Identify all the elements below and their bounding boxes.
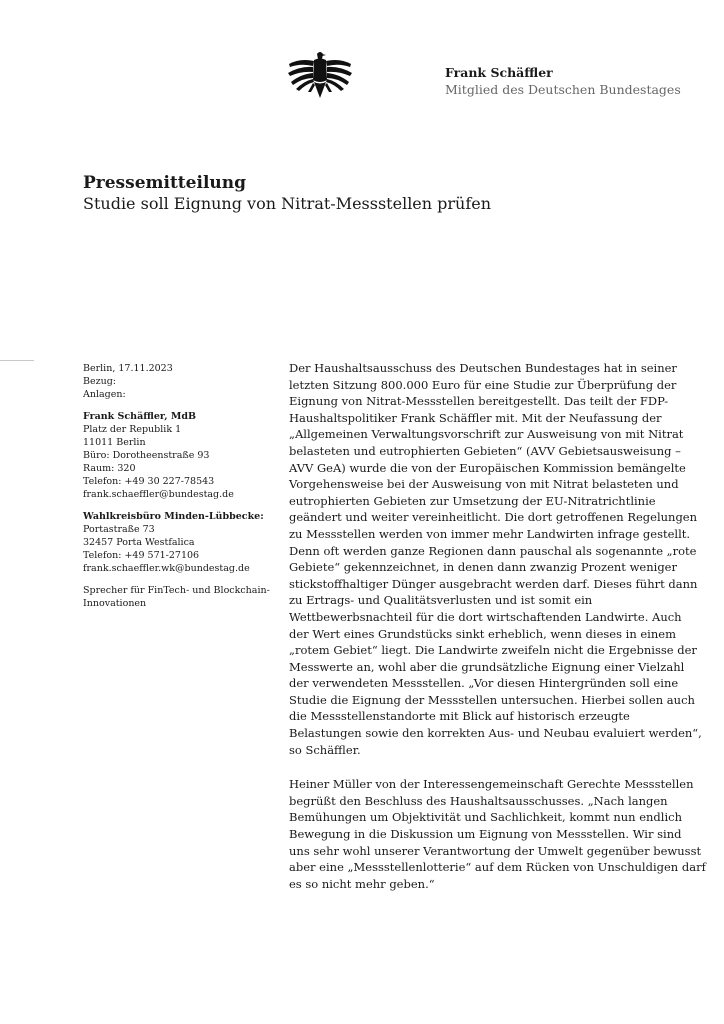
bezug-label: Bezug:: [83, 376, 117, 387]
author-block: [445, 64, 681, 98]
text-line: stickstoffhaltiger Dünger ausgebracht werden darf. Dieses führt dann: [289, 576, 698, 591]
text-line: zu Ertrags- und Qualitätsverlusten und ist somit ein: [289, 593, 593, 608]
text-line: Der Haushaltsausschuss des Deutschen Bundestages hat in seiner: [289, 361, 677, 375]
office-address-line: Platz der Republik 1: [83, 424, 182, 435]
text-line: geändert und weiter vereinheitlicht. Die dort getroffenen Regelungen: [289, 510, 698, 525]
text-line: der Wert eines Grundstücks sinkt erheblich, wenn dieses in einem: [289, 626, 676, 641]
wk-address-line: 32457 Porta Westfalica: [83, 537, 195, 548]
paragraph-2: [289, 776, 706, 892]
text-line: so Schäffler.: [289, 742, 361, 757]
speaker-role-line: Innovationen: [83, 598, 147, 609]
text-line: AVV GeA) wurde die von der Europäischen Kommission bemängelte: [289, 460, 686, 475]
fold-mark: [0, 360, 34, 361]
office-room: Raum: 320: [83, 463, 136, 474]
text-line: Heiner Müller von der Interessengemeinschaft Gerechte Messstellen: [289, 777, 694, 792]
paragraph-1: [289, 360, 702, 758]
sidebar-info: [83, 362, 270, 610]
text-line: Haushaltspolitiker Frank Schäffler mit. Mit der Neufassung der: [289, 410, 662, 425]
wk-email: frank.schaeffler.wk@bundestag.de: [83, 563, 250, 574]
text-line: Denn oft werden ganze Regionen dann pauschal als sogenannte „rote: [289, 543, 697, 558]
text-line: Gebiete“ gekennzeichnet, in denen dann zwanzig Prozent weniger: [289, 560, 677, 575]
anlagen-label: Anlagen:: [83, 389, 126, 400]
text-line: der verwendeten Messstellen. „Vor diesen Hintergründen soll eine: [289, 676, 679, 691]
office-email: frank.schaeffler@bundestag.de: [83, 489, 234, 500]
text-line: „Allgemeinen Verwaltungsvorschrift zur Ausweisung von mit Nitrat: [289, 427, 684, 442]
wk-address-line: Portastraße 73: [83, 524, 155, 535]
author-role: Mitglied des Deutschen Bundestages: [445, 82, 681, 97]
text-line: uns sehr wohl unserer Verantwortung der Umwelt gegenüber bewusst: [289, 843, 702, 858]
text-line: belasteten und eutrophierten Gebieten“ (AVV Gebietsausweisung –: [289, 443, 681, 458]
bundesadler-icon: [286, 50, 354, 100]
text-line: Bewegung in die Diskussion um Eignung von Messstellen. Wir sind: [289, 827, 682, 842]
text-line: zu Messstellen werden von immer mehr Landwirten infrage gestellt.: [289, 526, 691, 541]
text-line: Bemühungen um Objektivität und Sachlichkeit, kommt nun endlich: [289, 810, 682, 825]
text-line: die Messstellenstandorte mit Blick auf historisch erzeugte: [289, 709, 630, 724]
office-address-line: Büro: Dorotheenstraße 93: [83, 450, 210, 461]
text-line: Belastungen sowie den korrekten Aus- und Neubau evaluiert werden“,: [289, 726, 702, 741]
text-line: Studie die Eignung der Messstellen untersuchen. Hierbei sollen auch: [289, 692, 695, 707]
speaker-role-line: Sprecher für FinTech- und Blockchain-: [83, 585, 270, 596]
text-line: letzten Sitzung 800.000 Euro für eine Studie zur Überprüfung der: [289, 377, 677, 392]
office-phone: Telefon: +49 30 227-78543: [83, 476, 215, 487]
text-line: „rotem Gebiet“ liegt. Die Landwirte zweifeln nicht die Ergebnisse der: [289, 643, 697, 658]
document-title: Pressemitteilung: [83, 173, 247, 193]
text-line: Vorgehensweise bei der Ausweisung von mit Nitrat belasteten und: [289, 477, 679, 492]
author-name: Frank Schäffler: [445, 65, 553, 80]
text-line: eutrophierten Gebieten zur Umsetzung der EU-Nitratrichtlinie: [289, 493, 656, 508]
press-release-body: [289, 360, 706, 892]
text-line: Wettbewerbsnachteil für die dort wirtschaftenden Landwirte. Auch: [289, 609, 682, 624]
text-line: begrüßt den Beschluss des Haushaltsausschusses. „Nach langen: [289, 793, 668, 808]
office-name: Frank Schäffler, MdB: [83, 411, 197, 422]
office-address-line: 11011 Berlin: [83, 437, 146, 448]
text-line: Eignung von Nitrat-Messstellen bereitgestellt. Das teilt der FDP-: [289, 394, 669, 409]
wk-phone: Telefon: +49 571-27106: [83, 550, 200, 561]
text-line: es so nicht mehr geben.“: [289, 876, 435, 891]
text-line: Messwerte an, wohl aber die grundsätzliche Eignung einer Vielzahl: [289, 659, 685, 674]
document-subtitle: Studie soll Eignung von Nitrat-Messstellen prüfen: [83, 194, 492, 213]
text-line: aber eine „Messstellenlotterie“ auf dem Rücken von Unschuldigen darf: [289, 860, 706, 875]
date-line: Berlin, 17.11.2023: [83, 363, 173, 374]
wk-office-name: Wahlkreisbüro Minden-Lübbecke:: [83, 511, 264, 522]
